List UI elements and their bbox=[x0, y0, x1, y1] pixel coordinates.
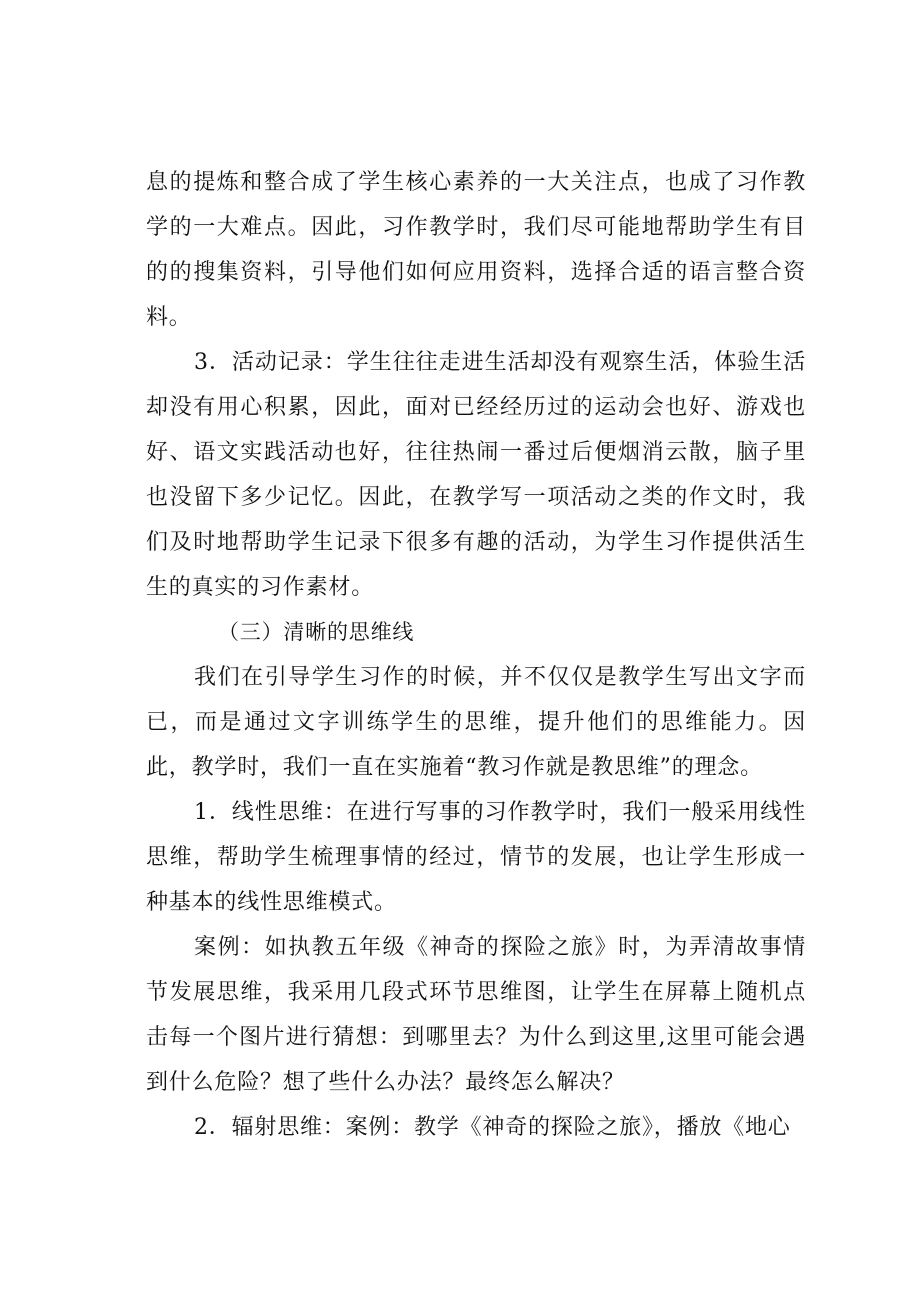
paragraph-linear-thinking: 1．线性思维：在进行写事的习作教学时，我们一般采用线性思维，帮助学生梳理事情的经过，情节的发展，也让学生形成一种基本的线性思维模式。 bbox=[146, 800, 806, 915]
section-heading: （三）清晰的思维线 bbox=[218, 620, 415, 644]
paragraph-activity-record: 3．活动记录：学生往往走进生活却没有观察生活，体验生活却没有用心积累，因此，面对已经经历过的运动会也好、游戏也好、语文实践活动也好，往往热闹一番过后便烟消云散，脑子里也没留下多少记忆。因此，在教学写一项活动之类的作文时，我们及时地帮助学生记录下很多有趣的活动，为学生习作提供活生生的真实的习作素材。 bbox=[146, 350, 806, 600]
paragraph-radial-thinking: 2．辐射思维：案例：教学《神奇的探险之旅》，播放《地心 bbox=[194, 1115, 791, 1140]
document-body bbox=[146, 160, 806, 1150]
paragraph-continuation: 息的提炼和整合成了学生核心素养的一大关注点，也成了习作教学的一大难点。因此，习作教学时，我们尽可能地帮助学生有目的的搜集资料，引导他们如何应用资料，选择合适的语言整合资料。 bbox=[146, 170, 806, 330]
paragraph-case: 案例：如执教五年级《神奇的探险之旅》时，为弄清故事情节发展思维，我采用几段式环节思维图，让学生在屏幕上随机点击每一个图片进行猜想：到哪里去？为什么到这里,这里可能会遇到什么危险？想了些什么办法？最终怎么解决？ bbox=[146, 935, 806, 1095]
paragraph-intro: 我们在引导学生习作的时候，并不仅仅是教学生写出文字而已，而是通过文字训练学生的思维，提升他们的思维能力。因此，教学时，我们一直在实施着“教习作就是教思维”的理念。 bbox=[146, 665, 806, 780]
